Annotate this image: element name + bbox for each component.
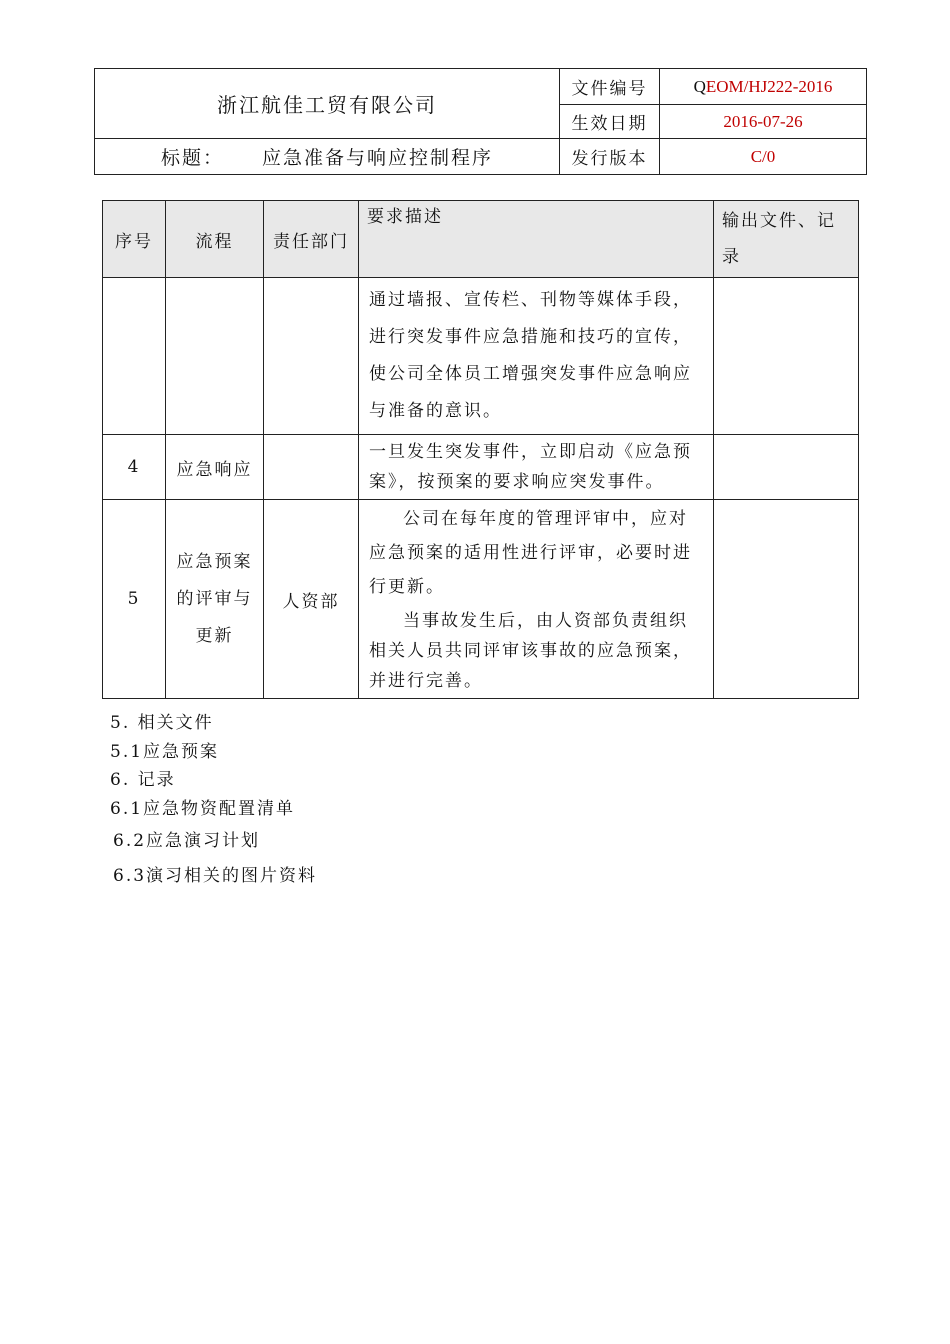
doc-number-value (660, 69, 867, 105)
row-dept (264, 435, 359, 500)
row-no (103, 278, 166, 435)
doc-number-suffix: 6 (823, 76, 833, 96)
table-row (103, 435, 859, 500)
row-output (714, 278, 859, 435)
description-paragraph: 当事故发生后，由人资部负责组织相关人员共同评审该事故的应急预案，并进行完善。 (369, 611, 692, 691)
column-header-output: 输出文件、记录 (714, 201, 859, 278)
title-label: 标题： (161, 147, 225, 169)
procedure-table (102, 200, 859, 699)
company-name: 浙江航佳工贸有限公司 (95, 69, 560, 139)
row-description: 通过墙报、宣传栏、刊物等媒体手段，进行突发事件应急措施和技巧的宣传，使公司全体员工增强突发事件应急响应与准备的意识。 (359, 278, 714, 435)
column-header-no: 序号 (103, 201, 166, 278)
table-row (103, 500, 859, 699)
row-description: 一旦发生突发事件，立即启动《应急预案》，按预案的要求响应突发事件。 (359, 435, 714, 500)
row-description (359, 500, 714, 699)
doc-number-middle: EOM/HJ222-201 (705, 76, 824, 96)
row-no: 4 (103, 435, 166, 500)
row-process: 应急响应 (166, 435, 264, 500)
row-process: 应急预案的评审与更新 (166, 500, 264, 699)
row-no: 5 (103, 500, 166, 699)
row-output (714, 435, 859, 500)
row-output (714, 500, 859, 699)
section-related-docs: 5. 相关文件 (110, 713, 214, 733)
doc-number-prefix: Q (693, 76, 706, 96)
version-value: C/0 (660, 139, 867, 175)
column-header-desc: 要求描述 (359, 201, 714, 278)
section-records: 6. 记录 (110, 770, 176, 790)
title-text: 应急准备与响应控制程序 (262, 147, 494, 169)
description-paragraph: 公司在每年度的管理评审中，应对应急预案的适用性进行评审，必要时进行更新。 (369, 509, 692, 597)
column-header-dept: 责任部门 (264, 201, 359, 278)
document-header-table (94, 68, 867, 175)
row-process (166, 278, 264, 435)
version-label: 发行版本 (560, 139, 660, 175)
document-title (95, 139, 560, 175)
effective-date-label: 生效日期 (560, 105, 660, 139)
table-row (103, 278, 859, 435)
doc-number-label: 文件编号 (560, 69, 660, 105)
section-item: 6.3演习相关的图片资料 (113, 866, 318, 886)
effective-date-value: 2016-07-26 (660, 105, 867, 139)
row-dept (264, 278, 359, 435)
column-header-process: 流程 (166, 201, 264, 278)
row-dept: 人资部 (264, 500, 359, 699)
section-item: 6.2应急演习计划 (113, 831, 261, 851)
section-item: 6.1应急物资配置清单 (110, 799, 296, 819)
section-item: 5.1应急预案 (110, 742, 220, 762)
table-header-row (103, 201, 859, 278)
